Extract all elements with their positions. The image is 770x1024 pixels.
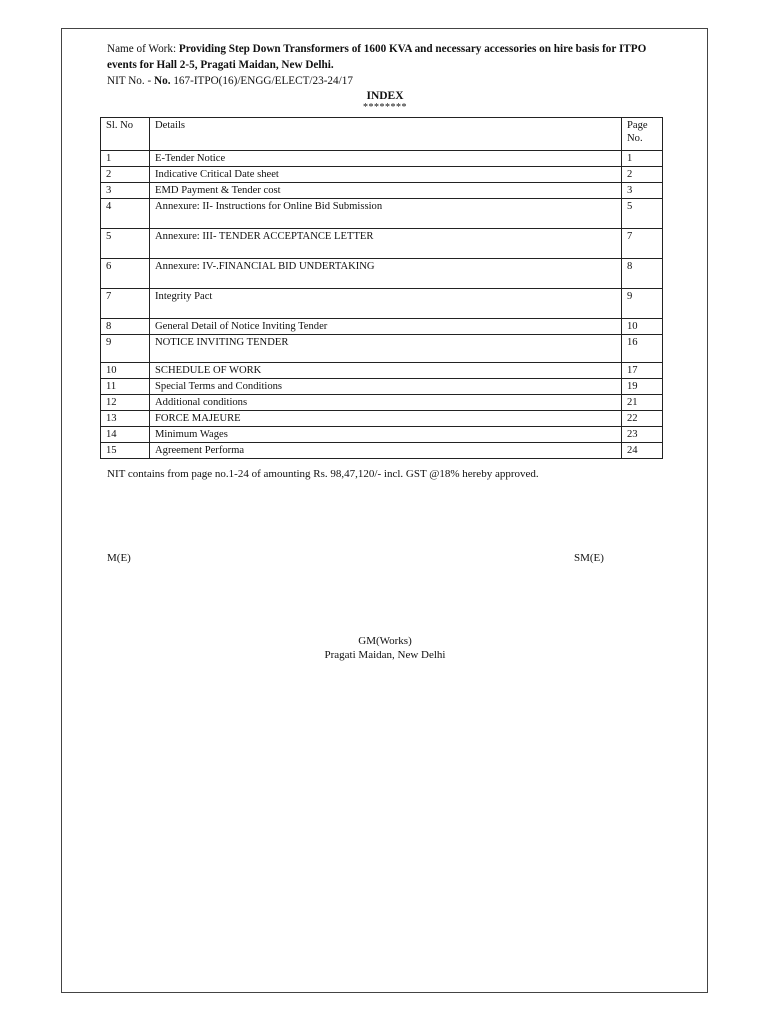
signature-me: M(E) [107,552,131,564]
table-row [101,335,663,363]
table-row [101,395,663,411]
cell-sl: 1 [101,151,150,167]
cell-details: Annexure: II- Instructions for Online Bid Submission [150,199,622,229]
cell-details: Special Terms and Conditions [150,379,622,395]
cell-page: 8 [622,259,663,289]
index-table [100,117,663,459]
cell-details: E-Tender Notice [150,151,622,167]
cell-details: SCHEDULE OF WORK [150,363,622,379]
cell-page: 2 [622,167,663,183]
index-stars: ******** [363,102,407,113]
cell-page: 22 [622,411,663,427]
table-header-row [101,118,663,151]
table-row [101,289,663,319]
cell-details: FORCE MAJEURE [150,411,622,427]
cell-page: 24 [622,443,663,459]
cell-page: 1 [622,151,663,167]
cell-details: Indicative Critical Date sheet [150,167,622,183]
cell-page: 17 [622,363,663,379]
cell-sl: 6 [101,259,150,289]
cell-sl: 5 [101,229,150,259]
work-title-text: Providing Step Down Transformers of 1600 KVA and necessary accessories on hire basis for ITPO events for Hall 2-5, Pragati Maidan, New Delhi. [107,43,647,71]
cell-details: General Detail of Notice Inviting Tender [150,319,622,335]
cell-sl: 13 [101,411,150,427]
cell-page: 10 [622,319,663,335]
cell-sl: 14 [101,427,150,443]
cell-page: 5 [622,199,663,229]
signature-gm [0,634,770,662]
work-title [107,41,667,73]
nit-number [107,73,353,89]
table-row [101,151,663,167]
cell-details: Integrity Pact [150,289,622,319]
cell-page: 9 [622,289,663,319]
nit-number-text: 167-ITPO(16)/ENGG/ELECT/23-24/17 [170,75,353,87]
cell-sl: 4 [101,199,150,229]
index-title: INDEX [366,90,404,102]
approval-note: NIT contains from page no.1-24 of amounting Rs. 98,47,120/- incl. GST @18% hereby approved. [107,468,539,480]
table-row [101,319,663,335]
cell-sl: 3 [101,183,150,199]
cell-sl: 8 [101,319,150,335]
cell-sl: 9 [101,335,150,363]
cell-sl: 11 [101,379,150,395]
table-row [101,411,663,427]
table-row [101,259,663,289]
cell-details: EMD Payment & Tender cost [150,183,622,199]
table-row [101,443,663,459]
column-header-sl: Sl. No [101,118,150,151]
cell-sl: 12 [101,395,150,411]
cell-page: 21 [622,395,663,411]
gm-location: Pragati Maidan, New Delhi [324,649,446,661]
gm-title: GM(Works) [358,635,412,647]
cell-page: 3 [622,183,663,199]
cell-details: Agreement Performa [150,443,622,459]
signature-sme: SM(E) [574,552,604,564]
table-row [101,229,663,259]
cell-sl: 15 [101,443,150,459]
cell-details: Annexure: IV-.FINANCIAL BID UNDERTAKING [150,259,622,289]
column-header-page: Page No. [622,118,663,151]
table-row [101,199,663,229]
cell-details: Additional conditions [150,395,622,411]
cell-page: 23 [622,427,663,443]
table-row [101,363,663,379]
cell-details: Annexure: III- TENDER ACCEPTANCE LETTER [150,229,622,259]
nit-prefix: NIT No. - [107,75,155,87]
work-label: Name of Work: [107,43,179,55]
cell-page: 16 [622,335,663,363]
cell-details: Minimum Wages [150,427,622,443]
cell-sl: 2 [101,167,150,183]
cell-sl: 7 [101,289,150,319]
table-row [101,167,663,183]
table-row [101,183,663,199]
column-header-details: Details [150,118,622,151]
nit-no-label: No. [154,75,171,87]
table-row [101,427,663,443]
cell-page: 19 [622,379,663,395]
cell-page: 7 [622,229,663,259]
cell-details: NOTICE INVITING TENDER [150,335,622,363]
table-row [101,379,663,395]
cell-sl: 10 [101,363,150,379]
